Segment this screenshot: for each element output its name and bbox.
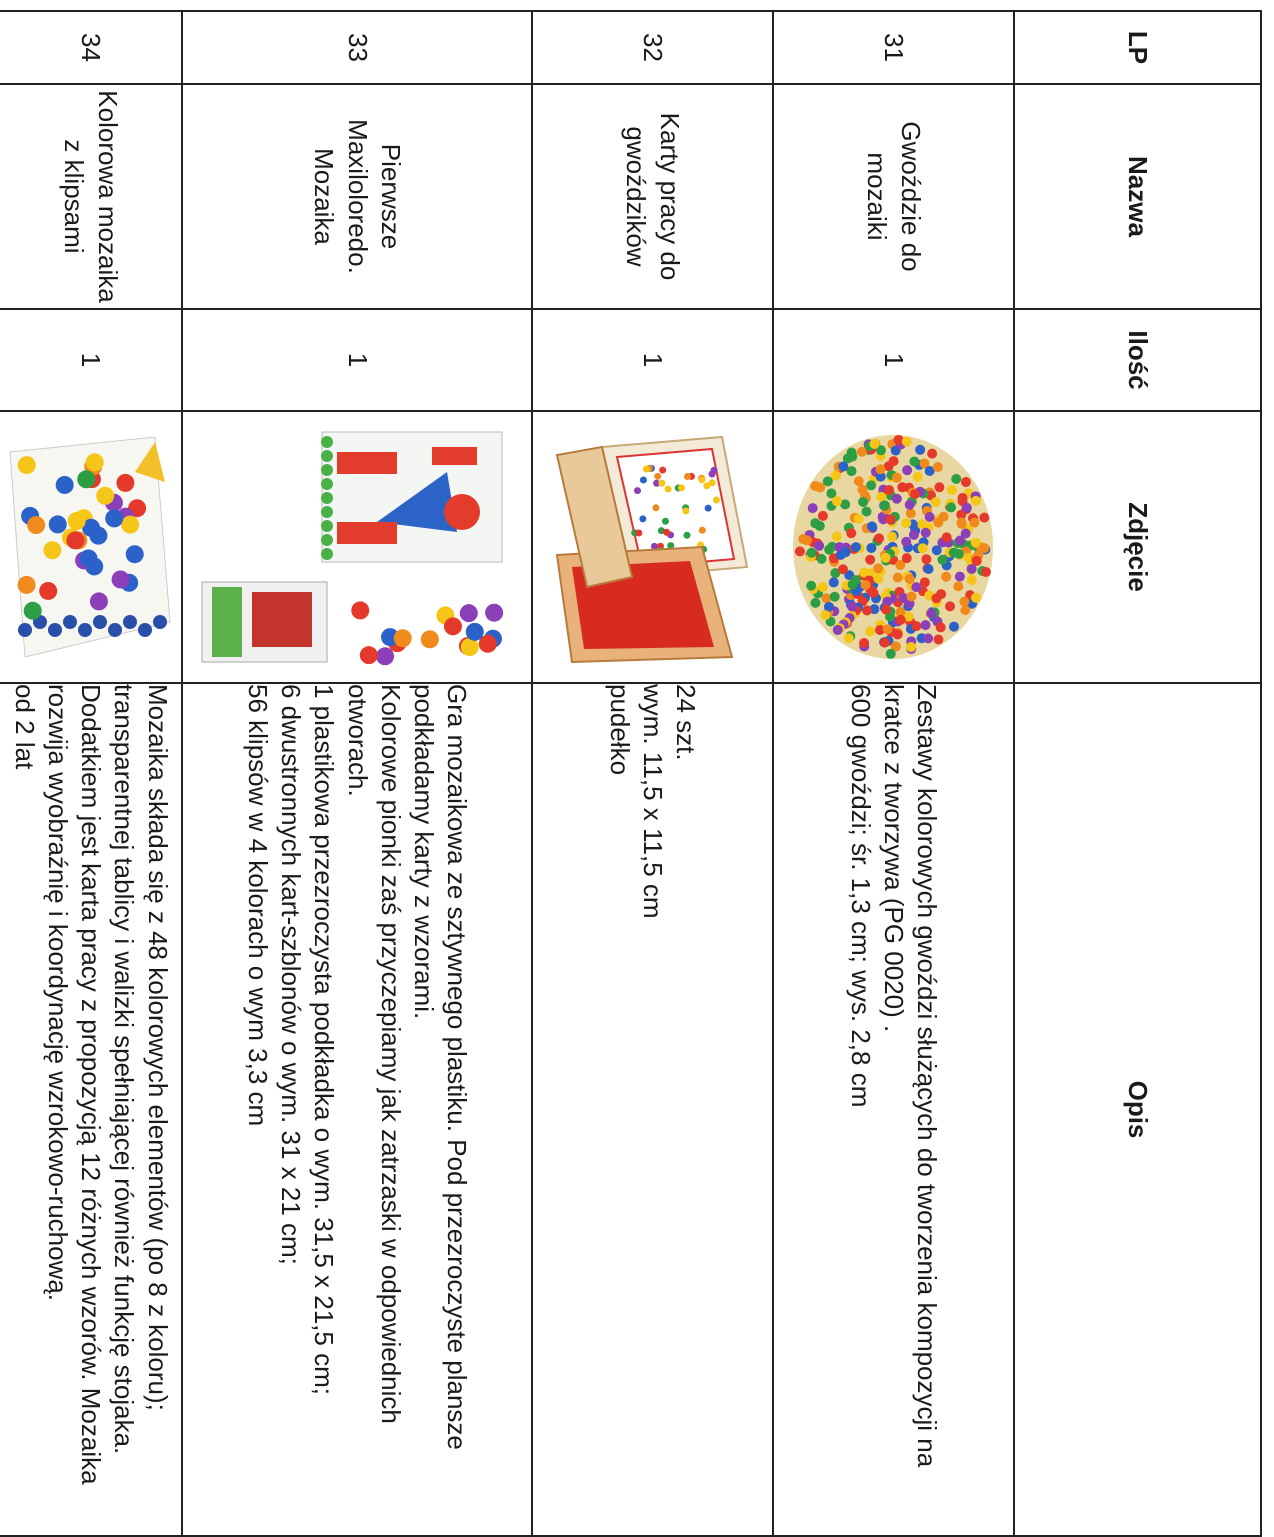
description-line: Gra mozaikowa ze sztywnego plastiku. Pod przezroczyste plansze [442,684,473,1450]
row-opis [773,683,1014,1536]
row-photo [532,411,773,683]
red-box-with-cards-image [543,427,763,667]
row-lp: 31 [773,11,1014,84]
description-line: Dodatkiem jest karta pracy z propozycją 12 różnych wzorów. Mozaika [76,684,107,1485]
maxi-mosaic-clips-image [197,422,517,672]
header-ilosc: Ilość [1014,309,1261,411]
row-opis [182,683,532,1536]
row-ilosc: 1 [773,309,1014,411]
description-line: rozwija wyobraźnię i koordynację wzrokowo-ruchową. [42,684,73,1302]
row-ilosc: 1 [532,309,773,411]
row-ilosc: 1 [0,309,182,411]
table-header-row [1014,11,1261,1536]
row-lp: 34 [0,11,182,84]
description-line: od 2 lat [9,684,40,770]
description-line: 6 dwustronnych kart-szblonów o wym. 31 x 21 cm; [276,684,307,1265]
description-line: wym. 11,5 x 11,5 cm [638,684,669,919]
description-line: 24 szt. [671,684,702,761]
header-nazwa: Nazwa [1014,84,1261,309]
description-line: Mozaika składa się z 48 kolorowych elementów (po 8 z koloru); [142,684,173,1411]
description-line: 1 plastikowa przezroczysta podkładka o wym. 31,5 x 21,5 cm; [309,684,340,1395]
header-lp: LP [1014,11,1261,84]
row-nazwa: Pierwsze Maxiloloredo. Mozaika [182,84,532,309]
table-row [773,11,1014,1536]
product-table [0,10,1262,1537]
table-row [182,11,532,1536]
table-row [0,11,182,1536]
row-nazwa: Kolorowa mozaika z klipsami [0,84,182,309]
row-opis [532,683,773,1536]
header-opis: Opis [1014,683,1261,1536]
description-line: otworach. [342,684,373,797]
row-photo [182,411,532,683]
description-line: 56 klipsów w 4 kolorach o wym 3,3 cm [242,684,273,1127]
description-line: Kolorowe pionki zaś przyczepiamy jak zatrzaski w odpowiednich [375,684,406,1424]
description-line: transparentnej tablicy i walizki spełniającej również funkcję stojaka. [109,684,140,1455]
row-photo [0,411,182,683]
row-lp: 32 [532,11,773,84]
description-line: 600 gwoździ; śr. 1,3 cm; wys. 2,8 cm [845,684,876,1108]
row-lp: 33 [182,11,532,84]
table-row [532,11,773,1536]
description-line: kratce z tworzywa (PG 0020) . [879,684,910,1033]
description-line: Zestawy kolorowych gwoździ służących do tworzenia kompozycji na [912,684,943,1468]
header-zdjecie: Zdjęcie [1014,411,1261,683]
row-photo [773,411,1014,683]
clip-mosaic-board-image [6,422,176,672]
description-line: pudełko [604,684,635,776]
row-nazwa: Gwoździe do mozaiki [773,84,1014,309]
description-line: podkładamy karty z wzorami. [409,684,440,1020]
colorful-pegs-pile-image [779,427,1009,667]
row-ilosc: 1 [182,309,532,411]
row-nazwa: Karty pracy do gwoździków [532,84,773,309]
row-opis [0,683,182,1536]
